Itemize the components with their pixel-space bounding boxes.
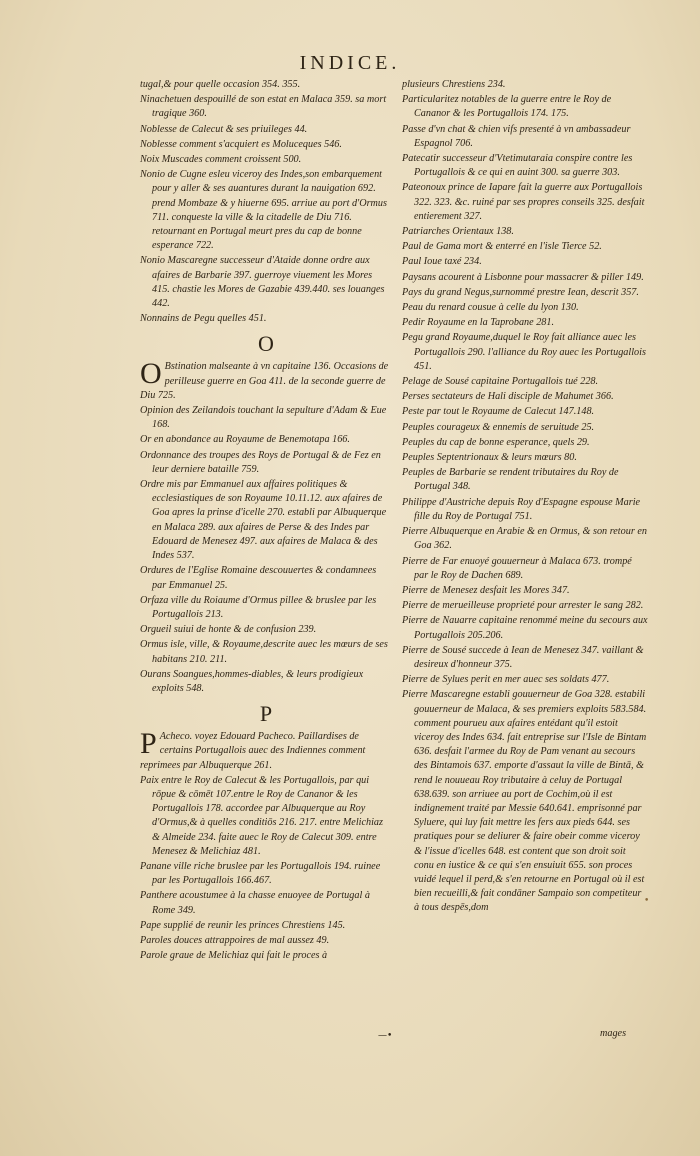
index-entry-right-1: Particularitez notables de la guerre entre le Roy de Cananor & les Portugallois 174. 175. [402,94,612,120]
index-entry-p-5: Parole graue de Melichiaz qui fait le proces à [140,950,328,962]
index-entry-right-17: Peuples du cap de bonne esperance, quels 29. [402,436,590,448]
left-column [140,78,392,964]
index-entry-right-19: Peuples de Barbarie se rendent tributaires du Roy de Portugal 348. [402,467,619,493]
index-entry-right-13: Pelage de Sousé capitaine Portugallois tué 228. [402,376,599,388]
page-mark-dash: —• [378,1031,393,1041]
index-entry-o-1: Or en abondance au Royaume de Benemotapa 166. [140,434,350,446]
index-entry-n-2: Noblesse de Calecut & ses priuileges 44. [140,123,308,135]
index-entry-right-24: Pierre de merueilleuse proprieté pour arrester le sang 282. [402,600,644,612]
index-entry-n-1: Ninachetuen despouillé de son estat en Malaca 359. sa mort tragique 360. [140,94,387,120]
index-entry-n-6: Nonio Mascaregne successeur d'Ataide donne ordre aux afaires de Barbarie 397. guerroye viuement les Mores 415. chastie les Mores de Gazabie 439.440. ses louanges 442. [140,255,385,310]
index-entry-right-9: Pays du grand Negus,surnommé prestre Iean, descrit 357. [402,286,639,298]
index-entry-right-23: Pierre de Menesez desfait les Mores 347. [402,584,570,596]
index-entry-o-4: Ordures de l'Eglise Romaine descouuertes & condamnees par Emmanuel 25. [140,565,377,591]
index-entry-n-3: Noblesse comment s'acquiert es Moluceques 546. [140,138,342,150]
index-entry-right-26: Pierre de Sousé succede à Iean de Menesez 347. vaillant & desireux d'honneur 375. [402,644,644,670]
index-entry-right-4: Pateonoux prince de Iapare fait la guerre aux Portugallois 322. 323. &c. ruiné par ses propres conseils 325. desfait entierement 327. [402,182,645,222]
index-entry-n-0: tugal,& pour quelle occasion 354. 355. [140,79,301,90]
index-entry-o-3: Ordre mis par Emmanuel aux affaires politiques & ecclesiastiques de son Royaume 10.11.12. aux afaires de Goa apres la prinse d'icelle 270. establi par Albuquerque en Malaca 289. aux afaires de Perse & des Indes par Edouard de Menesez 497. aux afaires de Malaca & des Indes 537. [140,479,387,562]
index-entry-right-15: Peste par tout le Royaume de Calecut 147.148. [402,406,595,418]
index-entry-o-0: Opinion des Zeilandois touchant la sepulture d'Adam & Eue 168. [140,405,387,431]
index-entry-right-20: Philippe d'Austriche depuis Roy d'Espagne espouse Marie fille du Roy de Portugal 751. [402,496,641,522]
index-entry-right-6: Paul de Gama mort & enterré en l'isle Tierce 52. [402,241,602,253]
index-entry-n-7: Nonnains de Pegu quelles 451. [140,313,267,325]
section-letter-p: P [259,701,273,727]
page-header-title: INDICE. [299,52,401,74]
index-entry-o-6: Orgueil suiui de honte & de confusion 239. [140,624,317,636]
index-entry-p-first [140,727,392,773]
index-entry-right-11: Pedir Royaume en la Taprobane 281. [402,317,555,329]
index-entry-o-7: Ormus isle, ville, & Royaume,descrite auec les mœurs de ses habitans 210. 211. [140,639,388,665]
index-entry-right-22: Pierre de Far enuoyé gouuerneur à Malaca 673. trompé par le Roy de Dachen 689. [402,555,632,581]
index-entry-p-2: Panthere acoustumee à la chasse enuoyee de Portugal à Rome 349. [140,890,370,916]
index-entry-o-2: Ordonnance des troupes des Roys de Portugal & de Fez en leur derniere bataille 759. [140,449,381,475]
index-entry-n-4: Noix Muscades comment croissent 500. [140,154,302,166]
index-entry-o-8: Ourans Soangues,hommes-diables, & leurs prodigieux exploits 548. [140,668,364,694]
index-entry-p-4: Paroles douces attrappoires de mal aussez 49. [140,934,330,946]
index-entry-right-21: Pierre Albuquerque en Arabie & en Ormus, & son retour en Goa 362. [402,526,647,552]
index-entry-right-14: Perses sectateurs de Hali disciple de Mahumet 366. [402,391,614,403]
index-entry-p-first-text: Acheco. voyez Edouard Pacheco. Paillardises de certains Portugallois auec des Indiennes comment reprimees par Albuquerque 261. [140,731,366,771]
index-entry-right-3: Patecatir successeur d'Vtetimutaraia conspire contre les Portugallois & ce qui en auint 300. sa guerre 303. [402,153,633,179]
index-entry-right-7: Paul Ioue taxé 234. [402,256,482,268]
index-entry-right-16: Peuples courageux & ennemis de seruitude 25. [402,421,595,433]
index-entry-right-18: Peuples Septentrionaux & leurs mœurs 80. [402,452,577,464]
index-entry-p-0: Paix entre le Roy de Calecut & les Portugallois, par qui rōpue & cōmēt 107.entre le Roy de Cananor & les Portugallois 178. accordee par Albuquerque au Roy d'Ormus,& à quelles conditiōs 216. 217. entre Melichiaz & Almeide 234. faite auec le Roy de Calecut 309. entre Menesez & Melichiaz 481. [140,774,383,857]
index-entry-o-first-text: Bstination malseante à vn capitaine 136. Occasions de perilleuse guerre en Goa 411. de la seconde guerre de Diu 725. [140,361,389,401]
index-entry-p-1: Panane ville riche bruslee par les Portugallois 194. ruinee par les Portugallois 166.467. [140,860,381,887]
index-entry-right-12: Pegu grand Royaume,duquel le Roy fait alliance auec les Portugallois 290. l'alliance du Roy auec les Portugallois 451. [402,332,646,372]
page-mark-dot: • [644,896,650,906]
index-entry-o-first [140,357,392,403]
index-entry-right-5: Patriarches Orientaux 138. [402,226,514,238]
right-column [402,78,648,917]
index-entry-p-3: Pape supplié de reunir les princes Chrestiens 145. [140,919,346,931]
index-entry-right-2: Passe d'vn chat & chien vifs presenté à vn ambassadeur Espagnol 706. [402,123,631,149]
index-entry-right-27: Pierre de Sylues perit en mer auec ses soldats 477. [402,674,610,686]
section-letter-o: O [258,331,274,357]
index-entry-n-5: Nonio de Cugne esleu viceroy des Indes,son embarquement pour y aller & ses auantures durant la nauigation 692. prend Mombaze & y hiuerne 695. arriue au port d'Ormus 711. conqueste la ville & la citadelle de Diu 716. retournant en Portugal meurt pres du cap de bonne esperance 722. [140,169,387,252]
index-entry-right-28: Pierre Mascaregne establi gouuerneur de Goa 328. estabili gouuerneur de Malaca, & ses premiers exploits 583.584. comment pourueu aux afaires entédant qu'il estoit viceroy des Indes 634. fait entreprise sur l'Isle de Bintam 636. desfait l'armee du Roy de Pam venant au secours des Bintamois 637. emporte d'assaut la ville de Bintā, & rend le nouueau Roy tributaire à celuy de Portugal 638.639. son arriuee au port de Cochim,où il est indignement traité par Messie 640.641. emprisonné par Syluere, qui luy fait mettre les fers aux pieds 644. ses pratiques pour se deliurer & faire obeir comme viceroy & l'issue d'icelles 648. est content que son droit soit conu en iustice & ce qui s'en ensuiuit 655. son proces vuidé lequel il perd,& s'en retourne en Portugal où il est bien recueilli,& fait condāner Sampaio son competiteur à tous despēs,dom [402,689,647,914]
catchword: mages [600,1028,627,1039]
index-entry-right-10: Peau du renard cousue à celle du lyon 130. [402,302,579,314]
dropcap-p: P [140,727,157,761]
index-entry-o-5: Orfaza ville du Roiaume d'Ormus pillee & bruslee par les Portugallois 213. [140,594,377,620]
dropcap-o: O [140,357,162,391]
index-entry-right-0: plusieurs Chrestiens 234. [402,79,506,90]
index-entry-right-25: Pierre de Nauarre capitaine renommé meine du secours aux Portugallois 205.206. [402,615,648,641]
index-entry-right-8: Paysans acourent à Lisbonne pour massacrer & piller 149. [402,271,644,283]
